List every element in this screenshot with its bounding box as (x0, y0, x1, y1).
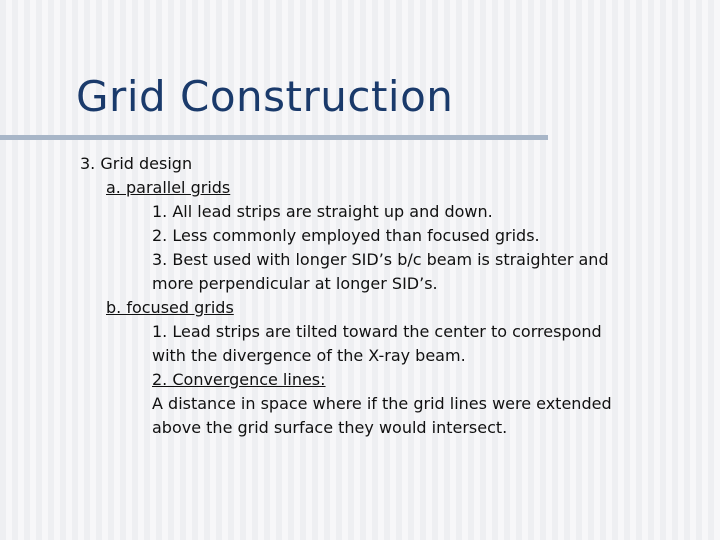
outline-item-parallel-grids: a. parallel grids (106, 178, 231, 197)
outline-item-definition-cont: above the grid surface they would intersect. (152, 418, 508, 437)
slide-body (80, 152, 690, 440)
outline-item-focused-1: 1. Lead strips are tilted toward the center to correspond (152, 322, 602, 341)
outline-item-parallel-3-cont: more perpendicular at longer SID’s. (152, 274, 438, 293)
outline-item-parallel-2: 2. Less commonly employed than focused grids. (152, 226, 540, 245)
outline-item-parallel-1: 1. All lead strips are straight up and down. (152, 202, 493, 221)
slide-title: Grid Construction (76, 72, 454, 121)
outline-item-parallel-3: 3. Best used with longer SID’s b/c beam is straighter and (152, 250, 609, 269)
outline-item-focused-grids: b. focused grids (106, 298, 234, 317)
outline-item-focused-2: 2. Convergence lines: (152, 370, 326, 389)
outline-item-grid-design: 3. Grid design (80, 154, 193, 173)
outline-item-definition: A distance in space where if the grid lines were extended (152, 394, 612, 413)
outline-item-focused-1-cont: with the divergence of the X-ray beam. (152, 346, 466, 365)
title-underline-bar (0, 135, 548, 140)
